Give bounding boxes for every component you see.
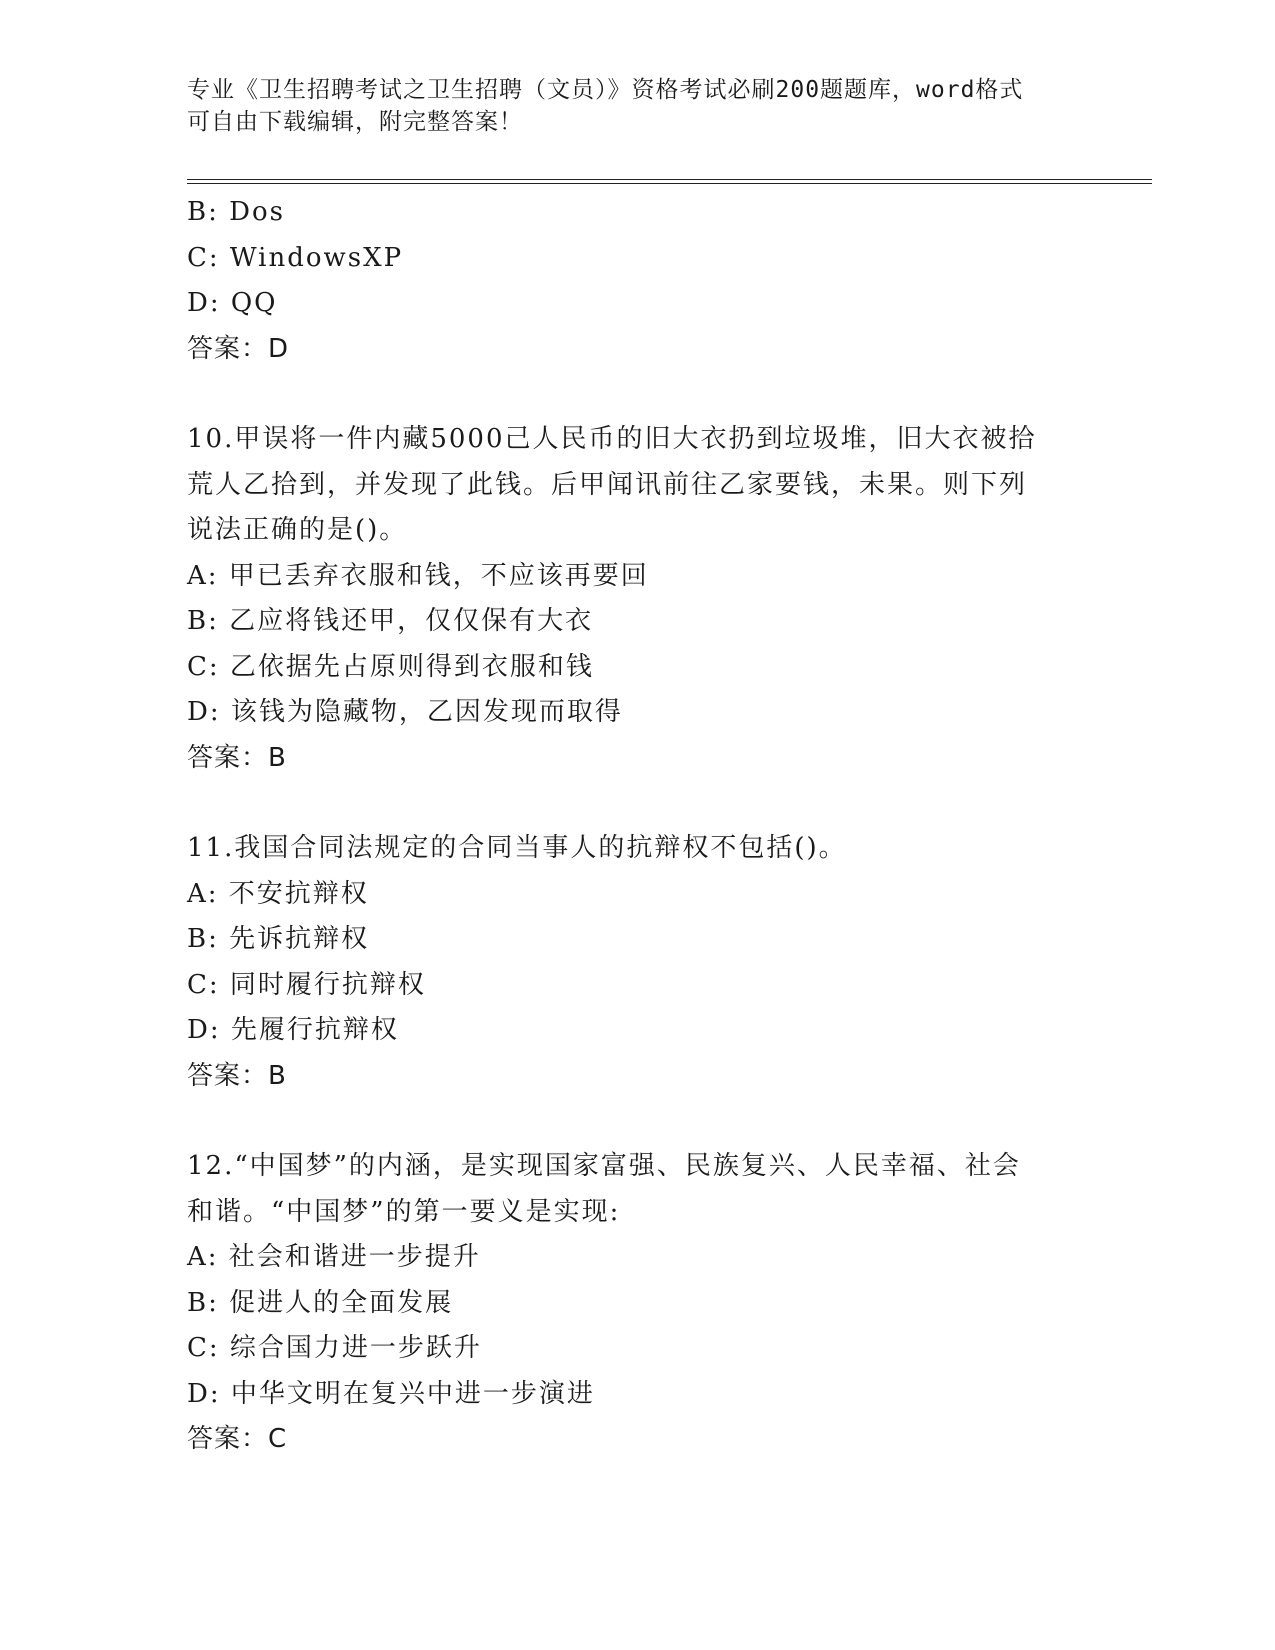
option-c: C: WindowsXP xyxy=(187,242,404,273)
question-stem xyxy=(187,417,1087,554)
question-spacer xyxy=(187,781,1087,826)
option-b: B: 乙应将钱还甲，仅仅保有大衣 xyxy=(187,606,594,636)
answer-line: 答案：B xyxy=(187,742,287,773)
answer-line: 答案：C xyxy=(187,1424,288,1454)
option-c: C: 综合国力进一步跃升 xyxy=(187,1333,482,1363)
option-b: B: 先诉抗辩权 xyxy=(187,924,370,954)
option-b: B: 促进人的全面发展 xyxy=(187,1287,454,1318)
question-9-continuation xyxy=(187,190,1087,372)
stem-line: 说法正确的是()。 xyxy=(187,515,408,545)
header-title-line-2: 可自由下载编辑，附完整答案！ xyxy=(187,109,523,135)
stem-line: 和谐。“中国梦”的第一要义是实现: xyxy=(187,1196,621,1227)
option-c: C: 乙依据先占原则得到衣服和钱 xyxy=(187,651,594,682)
stem-line: 荒人乙拾到，并发现了此钱。后甲闻讯前往乙家要钱，未果。则下列 xyxy=(187,469,1028,500)
header-divider-top xyxy=(187,179,1152,180)
stem-line: 11.我国合同法规定的合同当事人的抗辩权不包括()。 xyxy=(187,833,847,863)
option-d: D: 中华文明在复兴中进一步演进 xyxy=(187,1378,595,1409)
answer-line: 答案：D xyxy=(187,333,290,364)
option-d: D: 该钱为隐藏物，乙因发现而取得 xyxy=(187,697,623,727)
option-a: A: 社会和谐进一步提升 xyxy=(187,1242,481,1272)
option-a: A: 不安抗辩权 xyxy=(187,878,369,909)
option-a: A: 甲已丢弃衣服和钱，不应该再要回 xyxy=(187,560,649,591)
question-11 xyxy=(187,826,1087,1099)
option-c: C: 同时履行抗辩权 xyxy=(187,969,426,1000)
question-list xyxy=(187,190,1087,1463)
stem-line: 10.甲误将一件内藏5000己人民币的旧大衣扔到垃圾堆，旧大衣被拾 xyxy=(187,424,1037,454)
header-title-line-1: 专业《卫生招聘考试之卫生招聘（文员）》资格考试必刷200题题库，word格式 xyxy=(187,77,1024,103)
question-10 xyxy=(187,417,1087,781)
question-spacer xyxy=(187,1099,1087,1144)
question-12 xyxy=(187,1144,1087,1463)
question-stem xyxy=(187,826,1087,872)
option-d: D: 先履行抗辩权 xyxy=(187,1015,399,1045)
stem-line: 12.“中国梦”的内涵，是实现国家富强、民族复兴、人民幸福、社会 xyxy=(187,1151,1021,1181)
question-spacer xyxy=(187,372,1087,417)
option-d: D: QQ xyxy=(187,288,278,318)
option-b: B: Dos xyxy=(187,197,285,227)
answer-line: 答案：B xyxy=(187,1060,287,1091)
document-header xyxy=(187,74,1077,138)
header-divider-bottom xyxy=(187,183,1152,184)
question-stem xyxy=(187,1144,1087,1235)
